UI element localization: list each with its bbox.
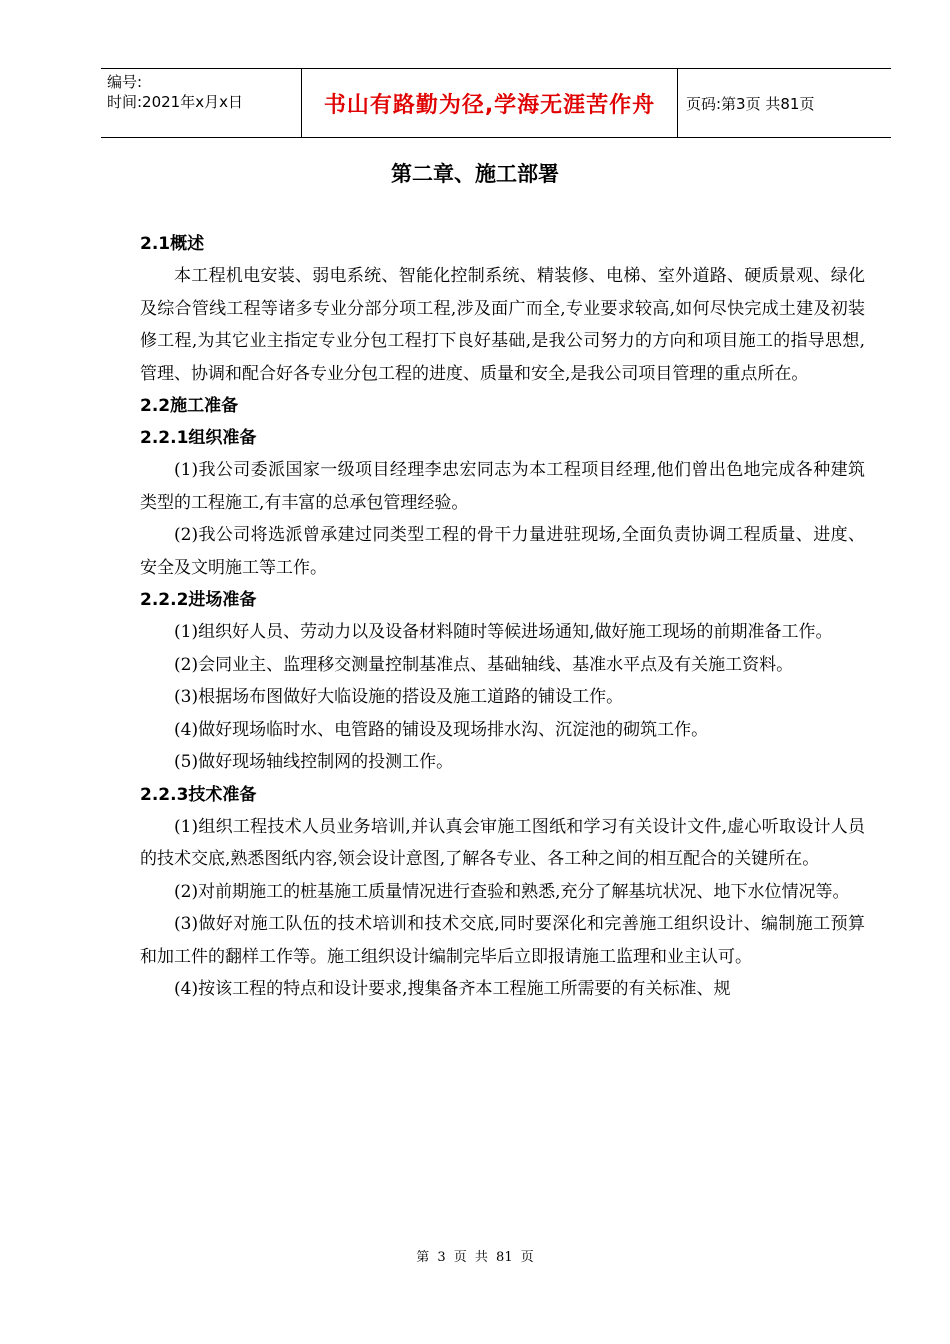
body-paragraph: (3)根据场布图做好大临设施的搭设及施工道路的铺设工作。 [174, 687, 624, 707]
header-motto-cell [302, 69, 678, 137]
document-body [140, 228, 865, 1006]
body-paragraph: (5)做好现场轴线控制网的投测工作。 [174, 752, 454, 772]
section-heading: 2.2施工准备 [140, 396, 239, 416]
body-paragraph: (1)组织好人员、劳动力以及设备材料随时等候进场通知,做好施工现场的前期准备工作。 [174, 622, 833, 642]
body-paragraph: (1)组织工程技术人员业务培训,并认真会审施工图纸和学习有关设计文件,虚心听取设计人员的技术交底,熟悉图纸内容,领会设计意图,了解各专业、各工种之间的相互配合的关键所在。 [140, 816, 865, 869]
section-heading: 2.2.2进场准备 [140, 590, 257, 610]
body-paragraph: (4)做好现场临时水、电管路的铺设及现场排水沟、沉淀池的砌筑工作。 [174, 719, 709, 740]
header-page-cell [678, 69, 891, 137]
body-paragraph: (2)我公司将选派曾承建过同类型工程的骨干力量进驻现场,全面负责协调工程质量、进度、安全及文明施工等工作。 [140, 525, 865, 578]
body-paragraph: (2)对前期施工的桩基施工质量情况进行查验和熟悉,充分了解基坑状况、地下水位情况等。 [174, 881, 850, 902]
document-date-label: 时间:2021年x月x日 [107, 93, 243, 111]
body-paragraph: 本工程机电安装、弱电系统、智能化控制系统、精装修、电梯、室外道路、硬质景观、绿化及综合管线工程等诸多专业分部分项工程,涉及面广而全,专业要求较高,如何尽快完成土建及初装修工程,为其它业主指定专业分包工程打下良好基础,是我公司努力的方向和项目施工的指导思想,管理、协调和配合好各专业分包工程的进度、质量和安全,是我公司项目管理的重点所在。 [140, 266, 865, 384]
page-header [101, 68, 891, 138]
body-paragraph: (2)会同业主、监理移交测量控制基准点、基础轴线、基准水平点及有关施工资料。 [174, 654, 794, 675]
page-footer: 第 3 页 共 81 页 [416, 1250, 534, 1265]
chapter-title: 第二章、施工部署 [391, 162, 559, 186]
section-heading: 2.2.1组织准备 [140, 428, 257, 448]
body-paragraph: (3)做好对施工队伍的技术培训和技术交底,同时要深化和完善施工组织设计、编制施工预算和加工件的翻样工作等。施工组织设计编制完毕后立即报请施工监理和业主认可。 [140, 914, 865, 967]
header-motto: 书山有路勤为径,学海无涯苦作舟 [323, 92, 656, 118]
section-heading: 2.1概述 [140, 234, 205, 254]
header-info-cell [101, 69, 302, 137]
body-paragraph: (1)我公司委派国家一级项目经理李忠宏同志为本工程项目经理,他们曾出色地完成各种建筑类型的工程施工,有丰富的总承包管理经验。 [140, 460, 865, 513]
header-page-number: 页码:第3页 共81页 [686, 94, 815, 113]
section-heading: 2.2.3技术准备 [140, 784, 257, 805]
body-paragraph: (4)按该工程的特点和设计要求,搜集备齐本工程施工所需要的有关标准、规 [174, 979, 731, 999]
document-number-label: 编号: [107, 73, 143, 91]
